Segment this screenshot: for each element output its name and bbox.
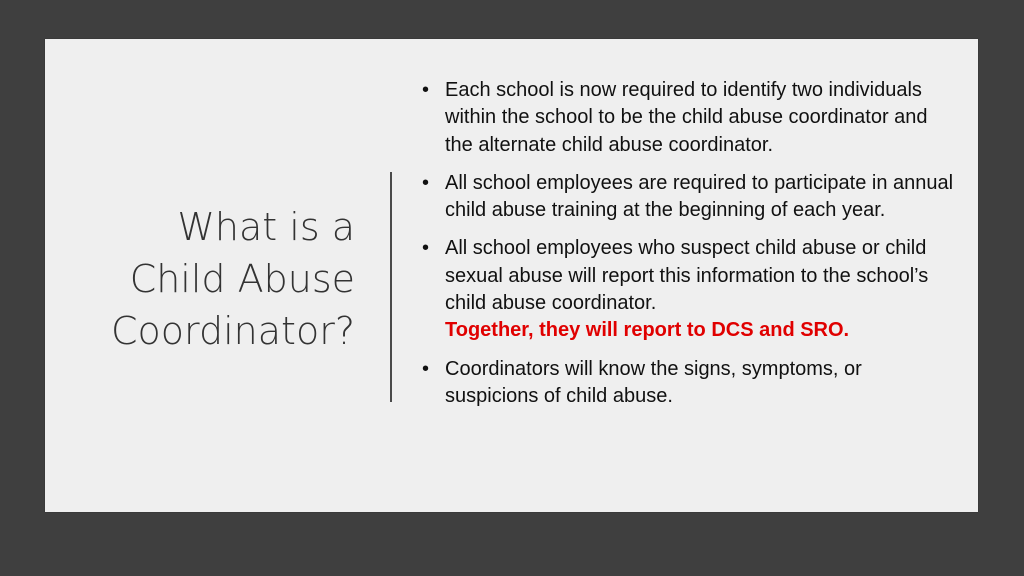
bullet-text: Coordinators will know the signs, symptoms, or suspicions of child abuse. [445,357,862,407]
title-line-2: Child Abuse [129,257,355,301]
bullet-text: All school employees are required to participate in annual child abuse training at the beginning of each year. [445,171,954,222]
bullet-item-signs-symptoms [422,356,957,411]
bullet-text: Each school is now required to identify two individuals within the school to be the child abuse coordinator and the alternate child abuse coordinator. [445,79,928,156]
bullet-text: All school employees who suspect child abuse or child sexual abuse will report this information to the school’s child abuse coordinator. [445,237,929,315]
bullet-icon: • [422,79,430,101]
title-line-1: What is a [177,205,355,249]
slide-title [35,201,355,357]
bullet-icon: • [422,237,430,260]
slide [45,39,978,512]
bullet-list [422,77,957,421]
bullet-item-report-suspicion [422,235,957,344]
bullet-item-coordinators-required [422,77,957,159]
bullet-icon: • [422,171,430,194]
title-line-3: Coordinator? [111,309,355,353]
bullet-emphasis-text: Together, they will report to DCS and SRO. [445,319,850,342]
bullet-icon: • [422,357,430,380]
vertical-divider [390,172,392,402]
bullet-item-annual-training [422,170,957,225]
